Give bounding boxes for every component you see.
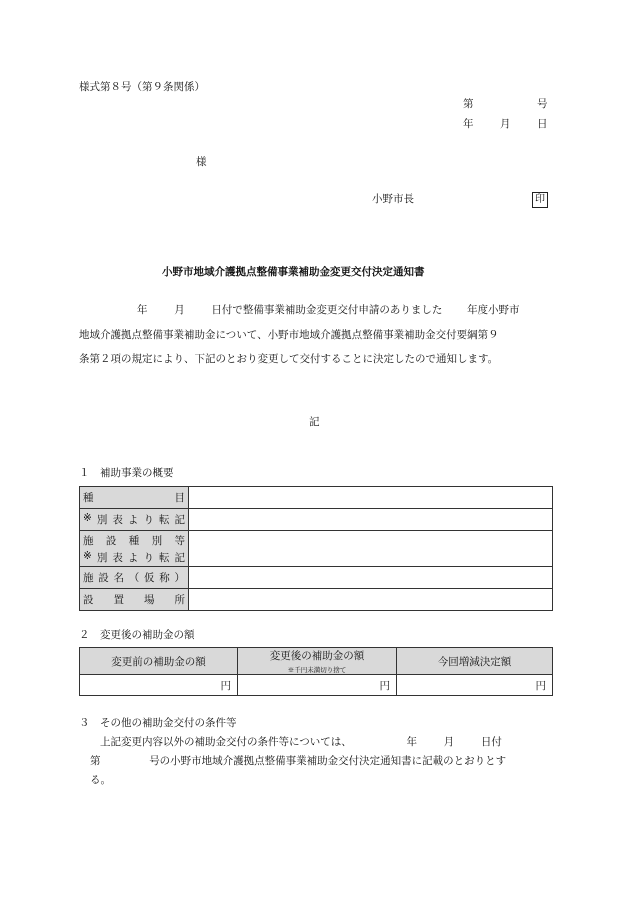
section1-heading: １ 補助事業の概要 (79, 467, 174, 479)
table-row (80, 531, 553, 567)
table-row (80, 589, 553, 611)
change-amount-cell[interactable] (397, 675, 553, 696)
col-after-amount-label: 変更後の補助金の額 (269, 650, 365, 662)
amount-table (79, 647, 553, 696)
row-label-char: 別 (151, 534, 163, 547)
row-note-char: り (143, 514, 154, 526)
yen-unit: 円 (535, 679, 546, 692)
row-label-char: 目 (174, 492, 185, 504)
row-note-char: ※ (83, 512, 92, 524)
date-month: 月 (500, 118, 511, 130)
date-year: 年 (463, 118, 474, 130)
row-label-char: 等 (174, 534, 185, 547)
section3-year: 年 (406, 736, 417, 748)
doc-no-prefix: 第 (463, 98, 474, 110)
row-label-char: 種 (83, 492, 94, 504)
project-overview-table (79, 486, 553, 611)
body-line-1 (137, 305, 520, 316)
row-label-char: 施 (83, 572, 94, 584)
row-value-facility-name[interactable] (189, 567, 553, 589)
col-before-amount: 変更前の補助金の額 (80, 648, 238, 675)
ki-mark: 記 (309, 416, 320, 428)
body-day-text: 日付で整備事業補助金変更交付申請のありました (211, 304, 443, 316)
row-label-char: 設 (105, 534, 117, 547)
row-note-char: よ (127, 514, 139, 526)
body-month: 月 (174, 304, 185, 316)
table-row (80, 567, 553, 589)
row-value-type[interactable] (189, 487, 553, 509)
row-label-char: 仮 (144, 572, 155, 584)
row-note-char: 転 (158, 514, 170, 526)
row-value-location[interactable] (189, 589, 553, 611)
section3-line-2 (90, 756, 506, 767)
col-change-amount: 今回増減決定額 (397, 648, 553, 675)
before-amount-cell[interactable] (80, 675, 238, 696)
row-label-char: 場 (144, 594, 155, 606)
body-year: 年 (137, 304, 148, 316)
row-label-char: 名 (113, 572, 124, 584)
row-label-location (80, 589, 189, 611)
row-note-type (80, 509, 189, 531)
table-row (80, 487, 553, 509)
section3-month: 月 (443, 736, 455, 748)
row-label-char: 置 (113, 594, 124, 606)
section3-no-prefix: 第 (90, 755, 101, 767)
section3-heading: ３ その他の補助金交付の条件等 (79, 717, 237, 729)
row-note-char: 表 (112, 514, 123, 526)
row-value-facility-category[interactable] (189, 531, 553, 567)
table-row (80, 509, 553, 531)
row-label-char: 所 (174, 594, 185, 606)
body-line-2: 地域介護拠点整備事業補助金について、小野市地域介護拠点整備事業補助金交付要綱第９ (79, 329, 499, 341)
yen-unit: 円 (379, 679, 390, 692)
after-amount-cell[interactable] (238, 675, 397, 696)
date-day: 日 (537, 118, 548, 130)
section3-line-3: る。 (90, 774, 111, 786)
section3-line2-text: 号の小野市地域介護拠点整備事業補助金交付決定通知書に記載のとおりとす (149, 755, 507, 767)
row-note-char: 表 (112, 551, 123, 564)
table-row (80, 648, 553, 675)
row-note-char: 転 (158, 551, 170, 564)
section3-line1-text: 上記変更内容以外の補助金交付の条件等については、 (100, 736, 352, 748)
row-label-char: 施 (83, 534, 94, 547)
row-label-char: （ (128, 572, 140, 584)
sender: 小野市長 (372, 193, 414, 205)
row-note-char: 別 (96, 514, 108, 526)
row-label-facility-category (80, 531, 189, 567)
row-note-char: よ (127, 551, 139, 564)
row-label-char: 設 (83, 594, 94, 606)
row-label-char: 設 (98, 572, 109, 584)
row-note-char: ※ (83, 549, 92, 562)
section3-day: 日付 (480, 736, 502, 748)
table-row (80, 675, 553, 696)
body-line-3: 条第２項の規定により、下記のとおり変更して交付することに決定したので通知します。 (79, 353, 499, 365)
row-note-char: 記 (174, 514, 185, 526)
section3-line-1 (100, 737, 502, 748)
row-label-char: 称 (159, 572, 170, 584)
row-value-type-note[interactable] (189, 509, 553, 531)
row-label-facility-name (80, 567, 189, 589)
addressee-suffix: 様 (196, 156, 207, 168)
body-tail: 年度小野市 (467, 304, 520, 316)
row-label-type (80, 487, 189, 509)
yen-unit: 円 (220, 679, 231, 692)
doc-no-suffix: 号 (537, 98, 548, 110)
col-after-amount (238, 648, 397, 675)
row-label-char: ） (174, 572, 185, 584)
row-label-char: 種 (128, 534, 140, 547)
form-number: 様式第８号（第９条関係） (79, 81, 205, 93)
document-title: 小野市地域介護拠点整備事業補助金変更交付決定通知書 (162, 266, 425, 278)
col-after-amount-note: ※千円未満切り捨て (287, 666, 347, 674)
row-note-char: り (143, 551, 154, 564)
row-note-char: 記 (174, 551, 185, 564)
section2-heading: ２ 変更後の補助金の額 (79, 629, 195, 641)
row-note-char: 別 (96, 551, 108, 564)
seal-mark: 印 (532, 192, 548, 208)
